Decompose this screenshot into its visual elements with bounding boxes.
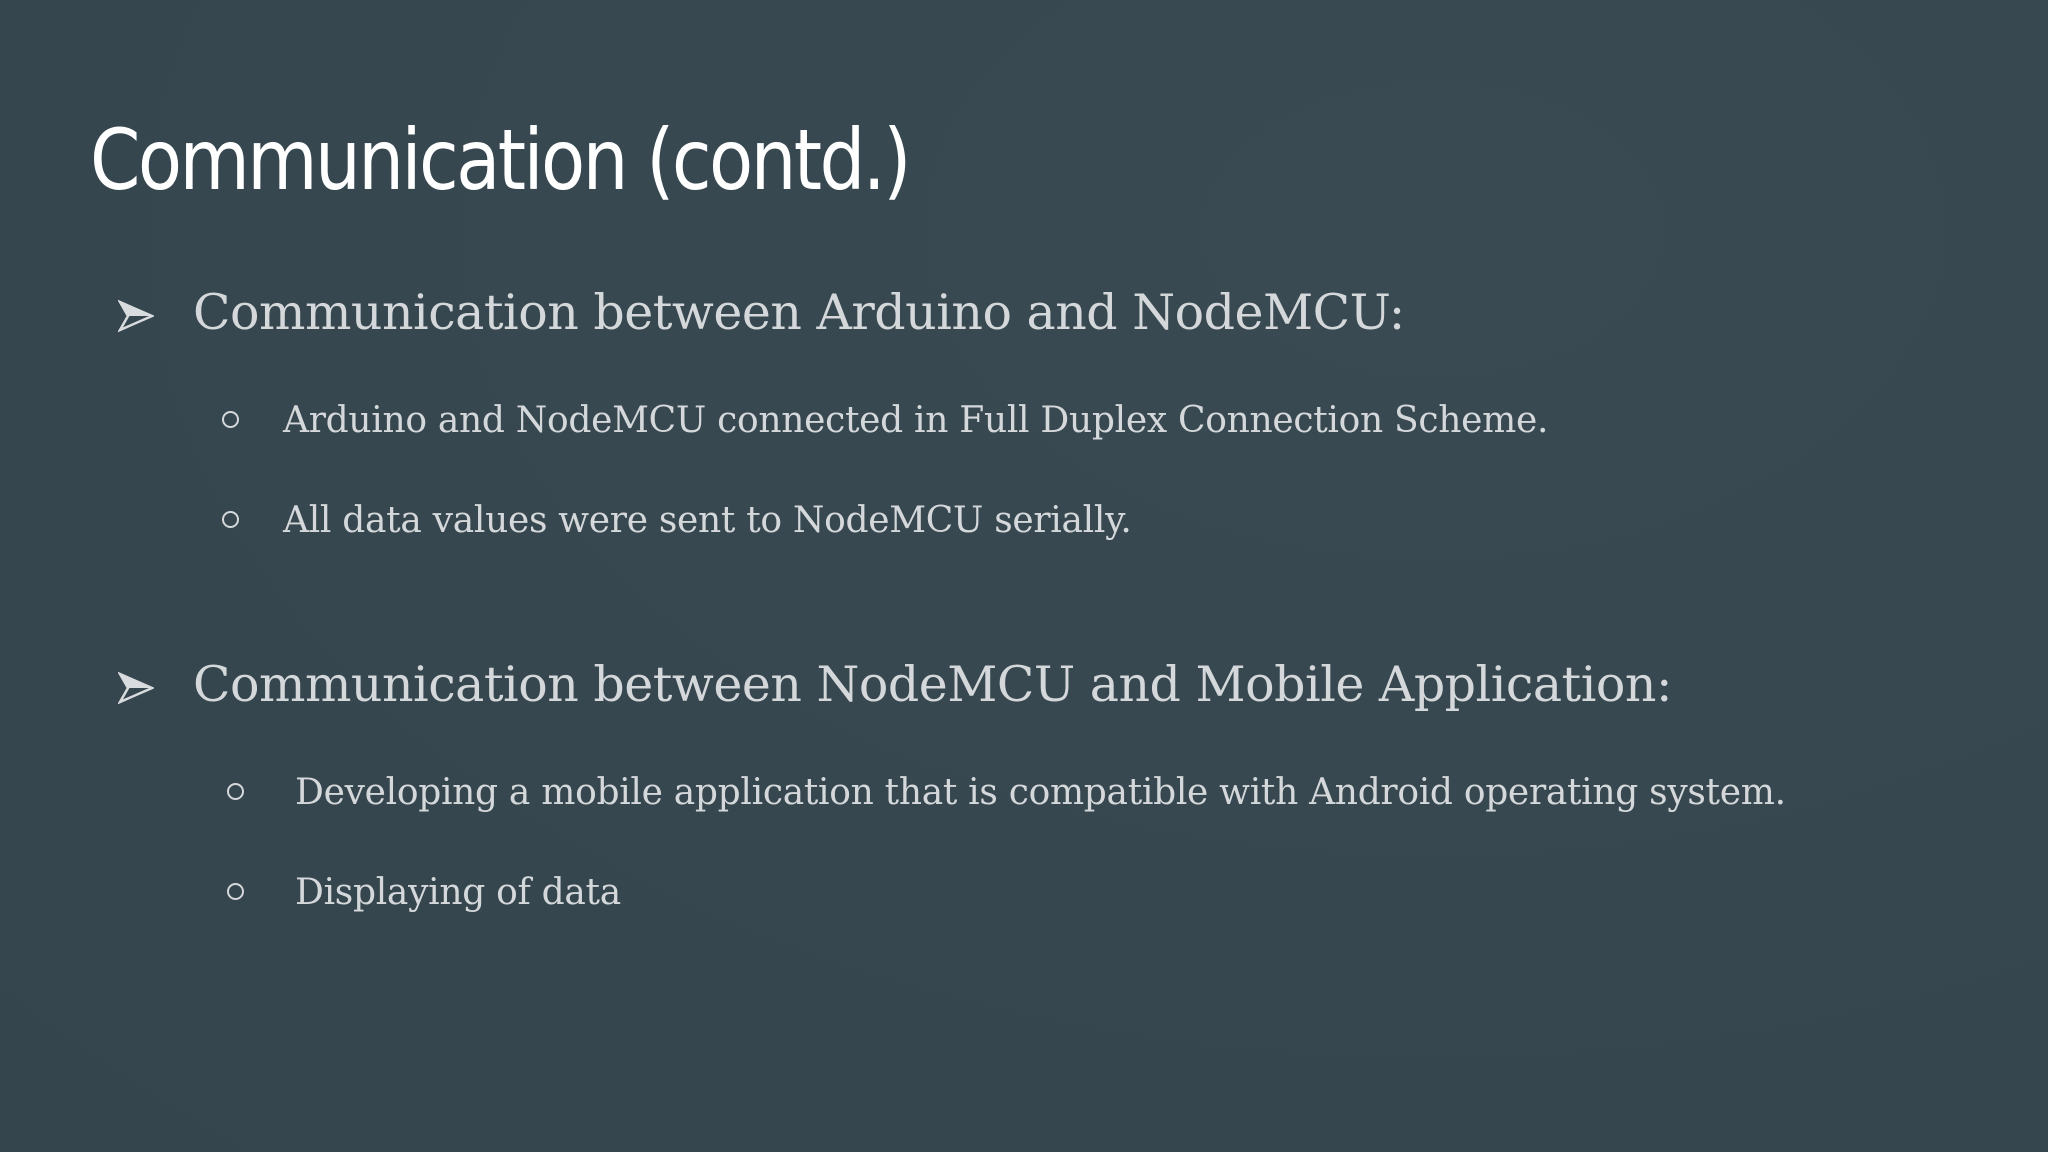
list-item — [227, 771, 1827, 819]
arrowhead-bullet-icon — [118, 670, 154, 706]
section-heading-text: Communication between Arduino and NodeMCU: — [193, 284, 1405, 341]
arrowhead-bullet-icon — [118, 298, 154, 334]
hollow-circle-bullet-icon — [222, 511, 239, 528]
list-item-text: Displaying of data — [295, 872, 621, 913]
hollow-circle-bullet-icon — [222, 411, 239, 428]
list-item-text: All data values were sent to NodeMCU serially. — [283, 500, 1132, 541]
section-heading-2 — [118, 656, 1672, 720]
list-item — [222, 399, 1549, 447]
list-item — [227, 871, 1527, 919]
list-item-text: Arduino and NodeMCU connected in Full Duplex Connection Scheme. — [283, 400, 1549, 441]
hollow-circle-bullet-icon — [227, 883, 244, 900]
list-item — [222, 499, 1522, 547]
hollow-circle-bullet-icon — [227, 783, 244, 800]
list-item-text: Developing a mobile application that is compatible with Android operating system. — [295, 772, 1786, 813]
slide-title: Communication (contd.) — [90, 111, 909, 209]
section-heading-text: Communication between NodeMCU and Mobile Application: — [193, 656, 1672, 713]
section-heading-1 — [118, 284, 1418, 348]
